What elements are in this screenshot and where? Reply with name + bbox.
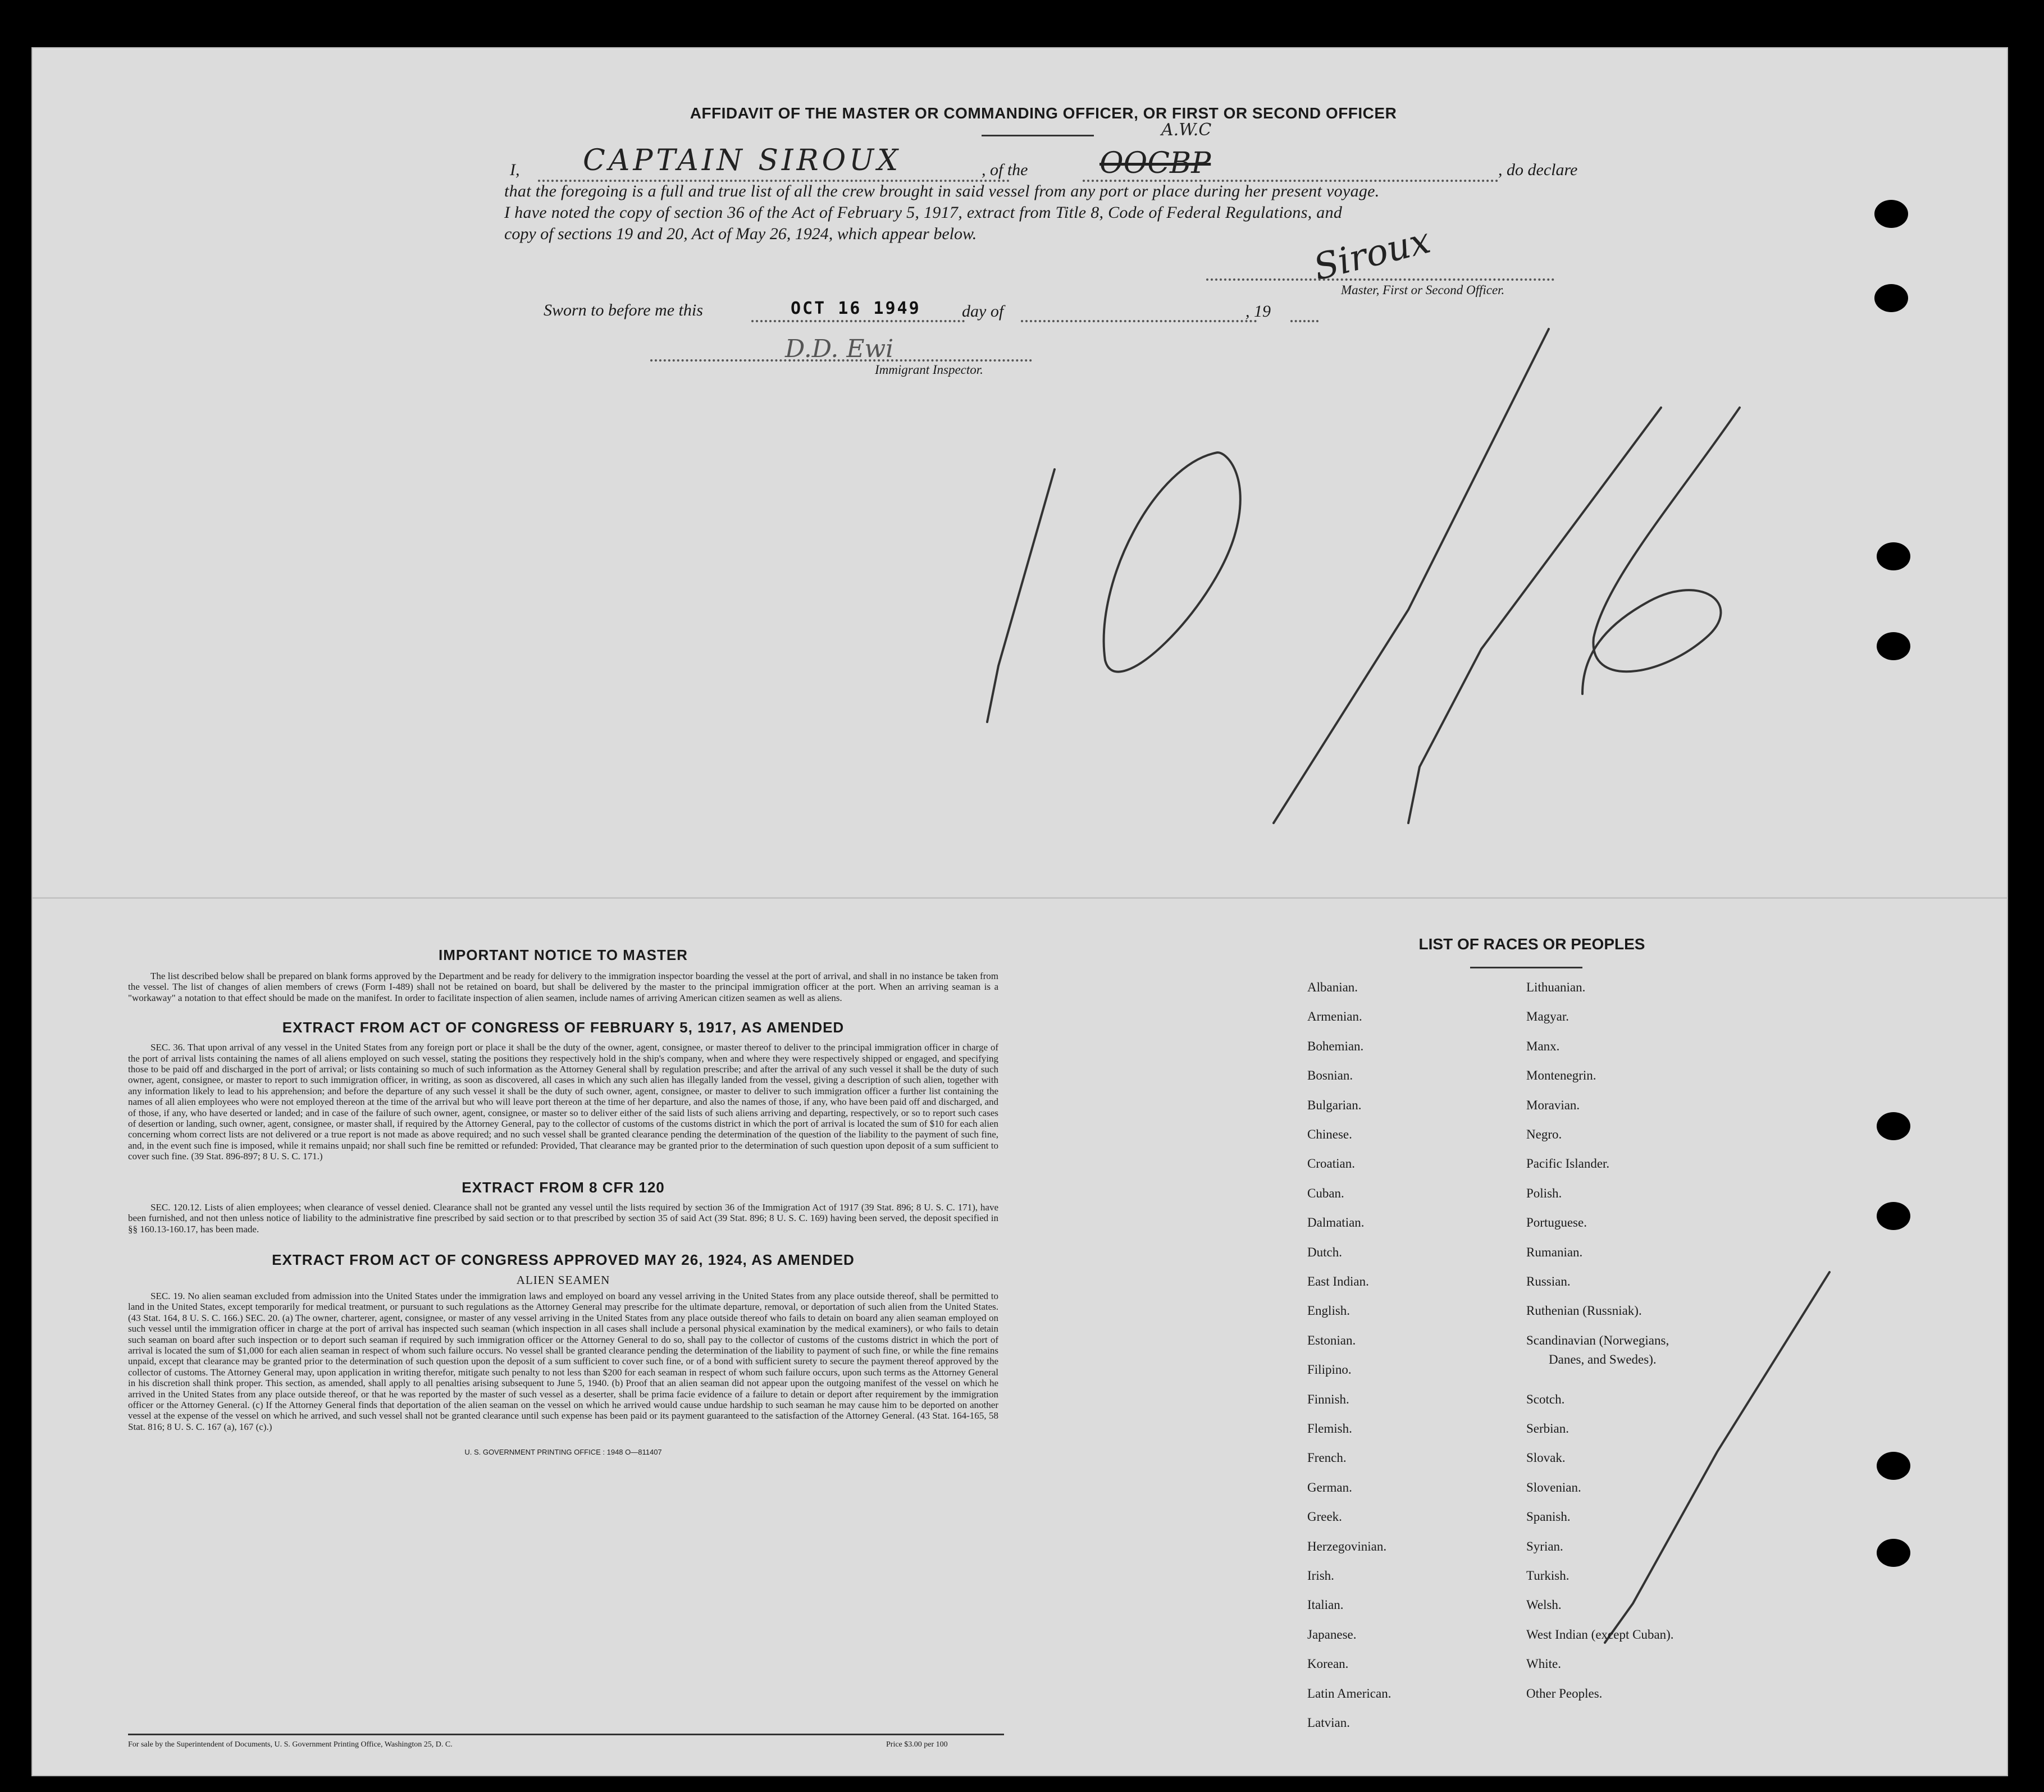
race-item: Spanish. bbox=[1526, 1510, 1571, 1524]
race-item: Herzegovinian. bbox=[1307, 1539, 1387, 1553]
extract1924-heading: EXTRACT FROM ACT OF CONGRESS APPROVED MAY 26, 1924, AS AMENDED bbox=[272, 1251, 855, 1268]
inspector-signature: D.D. Ewi bbox=[785, 335, 894, 363]
affidavit-title: AFFIDAVIT OF THE MASTER OR COMMANDING OFFICER, OR FIRST OR SECOND OFFICER bbox=[690, 104, 1397, 122]
race-item: German. bbox=[1307, 1480, 1352, 1494]
race-item: Lithuanian. bbox=[1526, 980, 1586, 994]
footer-sale: For sale by the Superintendent of Documents, U. S. Government Printing Office, Washington 25, D. C. bbox=[128, 1740, 453, 1749]
race-item: Serbian. bbox=[1526, 1421, 1570, 1436]
notice-heading: IMPORTANT NOTICE TO MASTER bbox=[439, 947, 688, 963]
inspector-caption: Immigrant Inspector. bbox=[875, 363, 983, 377]
race-item: Portuguese. bbox=[1526, 1215, 1587, 1229]
race-item: Bohemian. bbox=[1307, 1039, 1364, 1053]
vessel-annotation: A.W.C bbox=[1161, 120, 1212, 140]
race-item: Polish. bbox=[1526, 1186, 1562, 1200]
race-item: Syrian. bbox=[1526, 1539, 1563, 1553]
race-item: Manx. bbox=[1526, 1039, 1560, 1053]
master-caption: Master, First or Second Officer. bbox=[1341, 283, 1505, 297]
gpo-line: U. S. GOVERNMENT PRINTING OFFICE : 1948 O—811407 bbox=[464, 1448, 662, 1457]
extract1924-subheading: ALIEN SEAMEN bbox=[516, 1273, 610, 1287]
vessel-name: OOCBP bbox=[1099, 147, 1211, 180]
race-item: Estonian. bbox=[1307, 1333, 1356, 1347]
race-item: Welsh. bbox=[1526, 1598, 1562, 1612]
race-item: Bulgarian. bbox=[1307, 1098, 1362, 1112]
handwritten-stroke-check bbox=[1605, 1272, 1829, 1643]
master-name: CAPTAIN SIROUX bbox=[583, 144, 902, 177]
race-item: Armenian. bbox=[1307, 1009, 1362, 1023]
handwritten-marks bbox=[33, 48, 2009, 1777]
race-item: Bosnian. bbox=[1307, 1068, 1353, 1082]
race-item: English. bbox=[1307, 1304, 1350, 1318]
race-item: Italian. bbox=[1307, 1598, 1344, 1612]
year-prefix: , 19 bbox=[1245, 302, 1271, 321]
master-signature: Siroux bbox=[1310, 220, 1435, 289]
extract1917-heading: EXTRACT FROM ACT OF CONGRESS OF FEBRUARY 5, 1917, AS AMENDED bbox=[282, 1019, 845, 1036]
line1-prefix: I, bbox=[510, 161, 520, 179]
race-item: Moravian. bbox=[1526, 1098, 1580, 1112]
race-item: Slovenian. bbox=[1526, 1480, 1581, 1494]
handwritten-stroke-one bbox=[987, 469, 1055, 722]
race-item: Latvian. bbox=[1307, 1716, 1350, 1730]
race-item: Greek. bbox=[1307, 1510, 1342, 1524]
race-item: Ruthenian (Russniak). bbox=[1526, 1304, 1642, 1318]
race-item: West Indian (except Cuban). bbox=[1526, 1628, 1674, 1642]
do-declare-text: , do declare bbox=[1498, 161, 1578, 179]
race-item: Flemish. bbox=[1307, 1421, 1352, 1436]
race-item: Slovak. bbox=[1526, 1451, 1566, 1465]
race-item: Dutch. bbox=[1307, 1245, 1342, 1259]
race-item: Pacific Islander. bbox=[1526, 1156, 1610, 1171]
day-of-text: day of bbox=[962, 302, 1004, 321]
notice-body: The list described below shall be prepared on blank forms approved by the Department and be ready for delivery to the immigration inspector boarding the vessel at the port of arrival, and shall in no instance be taken from the vessel. The list of changes of alien members of crews (Form I-489) shall not be retained on board, but shall be delivered by the master to the principal immigration officer at the port. When an arriving seaman is a "workaway" a notation to that effect should be made on the manifest. In order to facilitate inspection of alien seamen, include names of arriving American citizen seamen as well as aliens. bbox=[128, 971, 998, 1003]
race-item: Montenegrin. bbox=[1526, 1068, 1596, 1082]
race-item: East Indian. bbox=[1307, 1274, 1369, 1288]
affidavit-line4: copy of sections 19 and 20, Act of May 26, 1924, which appear below. bbox=[504, 225, 977, 243]
race-item: White. bbox=[1526, 1657, 1561, 1671]
race-item: Other Peoples. bbox=[1526, 1686, 1603, 1700]
race-item: Cuban. bbox=[1307, 1186, 1344, 1200]
race-item: Negro. bbox=[1526, 1127, 1562, 1141]
race-item: Rumanian. bbox=[1526, 1245, 1583, 1259]
race-item: Scandinavian (Norwegians, bbox=[1526, 1333, 1669, 1347]
race-item: Scotch. bbox=[1526, 1392, 1565, 1406]
sworn-prefix: Sworn to before me this bbox=[544, 301, 703, 319]
race-item: Japanese. bbox=[1307, 1628, 1357, 1642]
race-item: Dalmatian. bbox=[1307, 1215, 1365, 1229]
document-sheet bbox=[31, 47, 2008, 1776]
extract-cfr-body: SEC. 120.12. Lists of alien employees; when clearance of vessel denied. Clearance shall not be granted any vessel until the lists required by section 36 of the Immigration Act of 1917 (39 Stat. 896; 8 U. S. C. 171), have been furnished, and not then unless notice of liability to the administrative fine prescribed by said section or to that prescribed by section 35 of said Act (39 Stat. 896; 8 U. S. C. 169) having been served, the deposit specified in §§ 160.13-160.17, has been made. bbox=[128, 1201, 998, 1235]
race-item: Croatian. bbox=[1307, 1156, 1355, 1171]
footer-price: Price $3.00 per 100 bbox=[886, 1740, 948, 1749]
race-item: Albanian. bbox=[1307, 980, 1358, 994]
handwritten-stroke-one-b bbox=[1408, 408, 1661, 823]
race-item: French. bbox=[1307, 1451, 1347, 1465]
of-the-text: , of the bbox=[982, 161, 1028, 179]
races-rule bbox=[1470, 967, 1582, 968]
race-item: Korean. bbox=[1307, 1657, 1349, 1671]
handwritten-stroke-six bbox=[1582, 408, 1740, 694]
handwritten-stroke-zero bbox=[1104, 452, 1240, 672]
affidavit-line2: that the foregoing is a full and true list of all the crew brought in said vessel from any port or place during her present voyage. bbox=[504, 182, 1380, 200]
extract1917-body: SEC. 36. That upon arrival of any vessel in the United States from any foreign port or place it shall be the duty of the owner, agent, consignee, or master thereof to deliver to the principal immigration officer in charge of the port of arrival lists containing the names of all aliens employed on such vessel, stating the positions they respectively hold in the ship's company, when and where they were respectively shipped or engaged, and specifying those to be paid off and discharged in the port of arrival; or lists containing so much of such information as the Attorney General shall by regulation prescribe; and after the arrival of any such vessel it shall be the duty of such owner, agent, consignee, or master to report to such immigration officer, in writing, as soon as discovered, all cases in which any such alien has illegally landed from the vessel, giving a description of such alien, together with any information likely to lead to his apprehension; and before the departure of any such vessel it shall be the duty of such owner, agent, consignee, or master to deliver to such immigration officer a further list containing the names of all alien employees who were not employed thereon at the time of the arrival but who will leave port thereon at the time of her departure, and also the names of those, if any, who have been paid off and discharged, and of those, if any, who have deserted or landed; and in case of the failure of such owner, agent, consignee, or master so to deliver either of the said lists of such aliens arriving and departing, respectively, or so to report such cases of desertion or landing, such owner, agent, consignee, or master shall, if required by the Attorney General, pay to the collector of customs of the customs district in which the port of arrival is located the sum of $10 for each alien concerning whom correct lists are not delivered or a true report is not made as above required; and no such vessel shall be granted clearance pending the determination of the question of the liability to the payment of such fine, and, in the event such fine is imposed, while it remains unpaid; nor shall such fine be remitted or refunded: Provided, That clearance may be granted prior to the determination of such question upon deposit of a sum sufficient to cover such fine. (39 Stat. 896-897; 8 U. S. C. 171.) bbox=[128, 1042, 998, 1162]
race-item: Magyar. bbox=[1526, 1009, 1570, 1023]
affidavit-line3: I have noted the copy of section 36 of the Act of February 5, 1917, extract from Title 8, Code of Federal Regulations, and bbox=[504, 203, 1343, 222]
race-item: Turkish. bbox=[1526, 1569, 1570, 1583]
extract-cfr-heading: EXTRACT FROM 8 CFR 120 bbox=[462, 1178, 665, 1196]
race-item: Latin American. bbox=[1307, 1686, 1391, 1700]
races-heading: LIST OF RACES OR PEOPLES bbox=[1418, 935, 1645, 953]
race-item: Filipino. bbox=[1307, 1363, 1352, 1377]
race-item: Danes, and Swedes). bbox=[1549, 1352, 1657, 1366]
footer-rule bbox=[128, 1734, 1004, 1735]
race-item: Russian. bbox=[1526, 1274, 1571, 1288]
extract1924-body: SEC. 19. No alien seaman excluded from admission into the United States under the immigration laws and employed on board any vessel arriving in the United States from any place outside thereof, shall be permitted to land in the United States, except temporarily for medical treatment, or pursuant to such regulations as the Attorney General may prescribe for the ultimate departure, removal, or deportation of such alien from the United States. (43 Stat. 164, 8 U. S. C. 166.) SEC. 20. (a) The owner, charterer, agent, consignee, or master of any vessel arriving in the United States from any place outside thereof who fails to detain on board any alien seaman employed on such vessel until the immigration officer in charge at the port of arrival has inspected such seaman (which inspection in all cases shall include a personal physical examination by the medical examiners), or who fails to detain such seaman on board after such inspection or to deport such seaman if required by such immigration officer or the Attorney General to do so, shall pay to the collector of customs of the customs district in which the port of arrival is located the sum of $1,000 for each alien seaman in respect of whom such failure occurs. No vessel shall be granted clearance pending the determination of the liability to payment of such fine, or while the fine remains unpaid, except that clearance may be granted prior to the determination of such question upon the deposit of a sum sufficient to cover such fine, or of a bond with sufficient surety to secure the payment thereof approved by the collector of customs. The Attorney General may, upon application in writing therefor, mitigate such penalty to not less than $200 for each seaman in respect of whom such failure occurs, upon such terms as the Attorney General in his discretion shall think proper. This section, as amended, shall apply to all penalties arising subsequent to June 5, 1940. (b) Proof that an alien seaman did not appear upon the outgoing manifest of the vessel on which he arrived in the United States from any place outside thereof, or that he was reported by the master of such vessel as a deserter, shall be prima facie evidence of a failure to detain or deport after requirement by the immigration officer or the Attorney General. (c) If the Attorney General finds that deportation of the alien seaman on the vessel on which he arrived would cause undue hardship to such seaman he may cause him to be deported on another vessel at the expense of the vessel on which he arrived, and such vessel shall not be granted clearance until such expense has been paid or its payment guaranteed to the satisfaction of the Attorney General. (43 Stat. 164-165, 58 Stat. 816; 8 U. S. C. 167 (a), 167 (c).) bbox=[128, 1290, 998, 1432]
handwritten-stroke-slash bbox=[1274, 329, 1549, 823]
sworn-date-stamp: OCT 16 1949 bbox=[791, 299, 921, 318]
race-item: Chinese. bbox=[1307, 1127, 1352, 1141]
race-item: Finnish. bbox=[1307, 1392, 1349, 1406]
race-item: Irish. bbox=[1307, 1569, 1334, 1583]
